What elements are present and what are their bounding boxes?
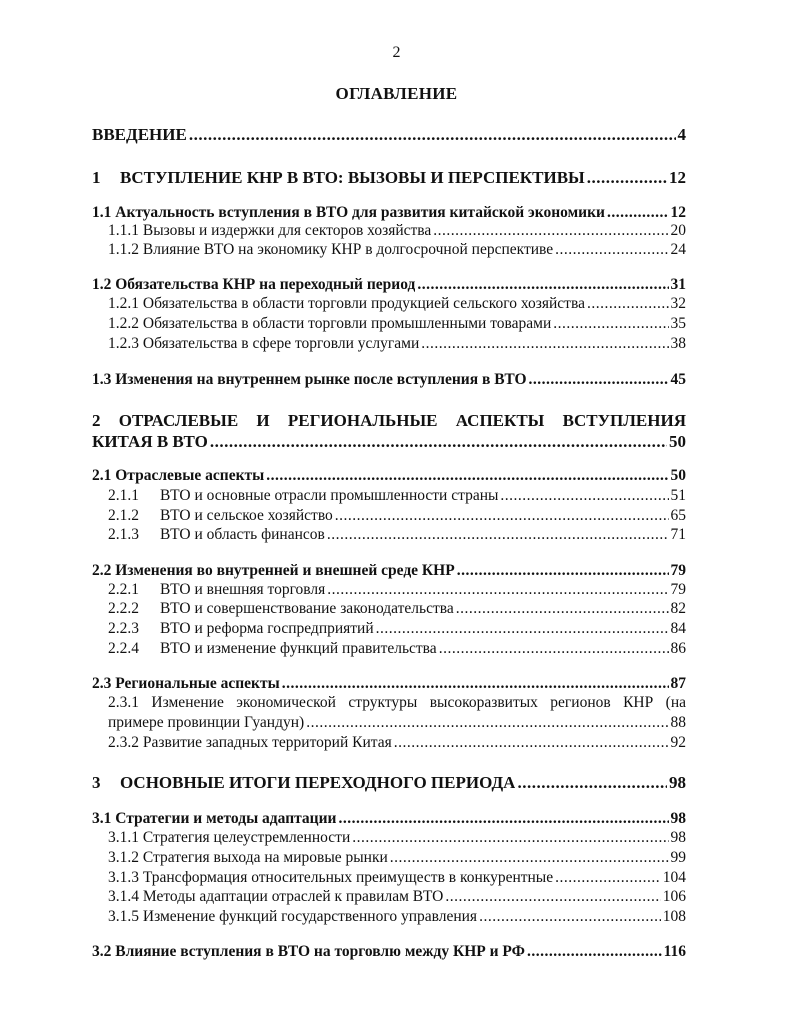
toc-page-number: 51 xyxy=(670,487,686,504)
toc-entry-3-2[interactable] xyxy=(92,942,686,962)
toc-page-number: 32 xyxy=(670,295,686,312)
toc-page-number: 65 xyxy=(670,507,686,524)
toc-entry-2-3[interactable] xyxy=(92,674,686,694)
toc-entry-label: 3.1.5 Изменение функций государственного управления xyxy=(108,908,478,925)
toc-entry-2-2[interactable] xyxy=(92,561,686,581)
toc-entry-label: ОСНОВНЫЕ ИТОГИ ПЕРЕХОДНОГО ПЕРИОДА xyxy=(120,773,516,792)
toc-entry-2-2-1[interactable] xyxy=(108,580,686,600)
leader-dots xyxy=(338,809,668,829)
leader-dots xyxy=(306,713,668,733)
toc-page-number: 35 xyxy=(670,315,686,332)
toc-entry-number: 2.2.2 xyxy=(108,600,139,617)
toc-page-number: 38 xyxy=(670,335,686,352)
leader-dots xyxy=(327,525,669,545)
toc-entry-3-1-1[interactable] xyxy=(108,828,686,848)
toc-page-number: 106 xyxy=(662,888,686,905)
toc-entry-2-1-1[interactable] xyxy=(108,486,686,506)
chapter-number: 3 xyxy=(92,773,101,792)
toc-entry-label: 1.2.1 Обязательства в области торговли продукцией сельского хозяйства xyxy=(108,295,585,312)
toc-entry-3-1-2[interactable] xyxy=(108,848,686,868)
toc-page-number: 50 xyxy=(670,467,686,484)
toc-page-number: 31 xyxy=(670,276,686,293)
leader-dots xyxy=(527,942,662,962)
toc-page-number: 45 xyxy=(670,371,686,388)
toc-page-number: 98 xyxy=(669,773,686,792)
toc-entry-label: 2.3 Региональные аспекты xyxy=(92,675,280,692)
toc-entry-chapter-3[interactable] xyxy=(92,773,686,793)
leader-dots xyxy=(555,868,661,888)
toc-entry-1-2-3[interactable] xyxy=(108,334,686,354)
toc-entry-1-1-2[interactable] xyxy=(108,240,686,260)
toc-entry-label: ВСТУПЛЕНИЕ КНР В ВТО: ВЫЗОВЫ И ПЕРСПЕКТИВЫ xyxy=(120,168,585,187)
toc-page-number: 12 xyxy=(669,168,686,187)
toc-entry-2-1-2[interactable] xyxy=(108,506,686,526)
toc-entry-chapter-2-line1[interactable]: 2 ОТРАСЛЕВЫЕ И РЕГИОНАЛЬНЫЕ АСПЕКТЫ ВСТУПЛЕНИЯ xyxy=(92,411,686,430)
toc-page-number: 92 xyxy=(670,734,686,751)
leader-dots xyxy=(394,733,669,753)
toc-entry-1-1-1[interactable] xyxy=(108,221,686,241)
toc-entry-1-3[interactable] xyxy=(92,370,686,390)
toc-entry-label: 3.1.4 Методы адаптации отраслей к правилам ВТО xyxy=(108,888,444,905)
toc-page-number: 24 xyxy=(670,241,686,258)
toc-entry-2-3-1-line1[interactable]: 2.3.1 Изменение экономической структуры высокоразвитых регионов КНР (на xyxy=(108,694,686,711)
toc-page-number: 88 xyxy=(670,714,686,731)
leader-dots xyxy=(445,887,660,907)
leader-dots xyxy=(587,294,669,314)
toc-entry-label: 1.3 Изменения на внутреннем рынке после вступления в ВТО xyxy=(92,371,527,388)
toc-entry-label: ВТО и область финансов xyxy=(160,526,325,543)
toc-entry-number: 2.2.4 xyxy=(108,640,139,657)
toc-entry-label: 3.1.3 Трансформация относительных преимуществ в конкурентные xyxy=(108,869,554,886)
toc-entry-number: 2.2.1 xyxy=(108,581,139,598)
leader-dots xyxy=(327,580,668,600)
toc-entry-3-1-4[interactable] xyxy=(108,887,686,907)
leader-dots xyxy=(456,599,669,619)
toc-entry-number: 2.2.3 xyxy=(108,620,139,637)
toc-page-number: 108 xyxy=(662,908,686,925)
toc-page-number: 98 xyxy=(670,829,686,846)
toc-page-number: 50 xyxy=(669,432,686,451)
toc-entry-label: ВВЕДЕНИЕ xyxy=(92,125,187,144)
toc-entry-2-2-4[interactable] xyxy=(108,639,686,659)
toc-page-number: 86 xyxy=(670,640,686,657)
leader-dots xyxy=(352,828,668,848)
toc-entry-1-2-1[interactable] xyxy=(108,294,686,314)
toc-page-number: 4 xyxy=(677,125,686,144)
toc-entry-2-1-3[interactable] xyxy=(108,525,686,545)
toc-page-number: 104 xyxy=(662,869,686,886)
toc-page-number: 71 xyxy=(670,526,686,543)
toc-entry-2-3-2[interactable] xyxy=(108,733,686,753)
leader-dots xyxy=(335,506,669,526)
leader-dots xyxy=(500,486,668,506)
toc-page-number: 79 xyxy=(670,562,686,579)
toc-entry-1-1[interactable] xyxy=(92,203,686,223)
toc-title: ОГЛАВЛЕНИЕ xyxy=(335,84,458,103)
toc-page-number: 87 xyxy=(670,675,686,692)
leader-dots xyxy=(607,203,669,223)
leader-dots xyxy=(421,334,668,354)
toc-entry-label: ВТО и основные отрасли промышленности страны xyxy=(160,487,499,504)
leader-dots xyxy=(439,639,669,659)
leader-dots xyxy=(376,619,669,639)
leader-dots xyxy=(517,773,667,793)
toc-entry-label: ВТО и совершенствование законодательства xyxy=(160,600,454,617)
toc-page-number: 98 xyxy=(670,810,686,827)
toc-entry-label: 2.2 Изменения во внутренней и внешней среде КНР xyxy=(92,562,455,579)
leader-dots xyxy=(529,370,669,390)
leader-dots xyxy=(210,432,667,452)
toc-entry-label: 1.2.3 Обязательства в сфере торговли услугами xyxy=(108,335,420,352)
leader-dots xyxy=(266,466,668,486)
toc-entry-label: КИТАЯ В ВТО xyxy=(92,432,208,451)
leader-dots xyxy=(282,674,669,694)
toc-page-number: 84 xyxy=(670,620,686,637)
leader-dots xyxy=(417,275,668,295)
toc-entry-label: ВТО и изменение функций правительства xyxy=(160,640,437,657)
toc-entry-label: ВТО и реформа госпредприятий xyxy=(160,620,374,637)
leader-dots xyxy=(433,221,668,241)
toc-entry-1-2-2[interactable] xyxy=(108,314,686,334)
toc-entry-label: 2.1 Отраслевые аспекты xyxy=(92,467,265,484)
toc-page-number: 79 xyxy=(670,581,686,598)
toc-entry-chapter-1[interactable] xyxy=(92,168,686,188)
toc-entry-3-1-3[interactable] xyxy=(108,868,686,888)
toc-page-number: 12 xyxy=(670,204,686,221)
toc-entry-2-2-3[interactable] xyxy=(108,619,686,639)
toc-entry-1-2[interactable] xyxy=(92,275,686,295)
toc-entry-label: 1.2 Обязательства КНР на переходный период xyxy=(92,276,416,293)
toc-entry-3-1[interactable] xyxy=(92,809,686,829)
toc-entry-number: 2.1.1 xyxy=(108,487,139,504)
toc-page-number: 20 xyxy=(670,222,686,239)
toc-entry-number: 2.1.3 xyxy=(108,526,139,543)
toc-entry-label: 3.1.1 Стратегия целеустремленности xyxy=(108,829,351,846)
toc-entry-label: 3.2 Влияние вступления в ВТО на торговлю между КНР и РФ xyxy=(92,943,525,960)
toc-page-number: 99 xyxy=(670,849,686,866)
toc-entry-label: ВТО и сельское хозяйство xyxy=(160,507,333,524)
leader-dots xyxy=(189,125,676,145)
chapter-number: 1 xyxy=(92,168,101,187)
toc-entry-2-2-2[interactable] xyxy=(108,599,686,619)
toc-entry-label: 1.1.2 Влияние ВТО на экономику КНР в долгосрочной перспективе xyxy=(108,241,554,258)
toc-page-number: 82 xyxy=(670,600,686,617)
toc-entry-number: 2.1.2 xyxy=(108,507,139,524)
toc-entry-label: 3.1 Стратегии и методы адаптации xyxy=(92,810,337,827)
toc-entry-3-1-5[interactable] xyxy=(108,907,686,927)
toc-entry-label: 3.1.2 Стратегия выхода на мировые рынки xyxy=(108,849,388,866)
leader-dots xyxy=(555,240,668,260)
leader-dots xyxy=(587,168,667,188)
toc-entry-label: 1.2.2 Обязательства в области торговли промышленными товарами xyxy=(108,315,552,332)
toc-entry-2-3-1[interactable] xyxy=(108,713,686,733)
leader-dots xyxy=(390,848,669,868)
toc-entry-chapter-2[interactable] xyxy=(92,432,686,452)
toc-entry-label: 2.3.2 Развитие западных территорий Китая xyxy=(108,734,392,751)
leader-dots xyxy=(553,314,668,334)
toc-entry-label: 1.1 Актуальность вступления в ВТО для развития китайской экономики xyxy=(92,204,605,221)
leader-dots xyxy=(457,561,669,581)
leader-dots xyxy=(479,907,661,927)
page-number: 2 xyxy=(392,44,401,61)
toc-page-number: 116 xyxy=(663,943,686,960)
toc-entry-label: примере провинции Гуандун) xyxy=(108,714,305,731)
toc-entry-label: 1.1.1 Вызовы и издержки для секторов хозяйства xyxy=(108,222,432,239)
toc-entry-intro[interactable] xyxy=(92,125,686,145)
toc-entry-2-1[interactable] xyxy=(92,466,686,486)
toc-entry-label: ВТО и внешняя торговля xyxy=(160,581,326,598)
